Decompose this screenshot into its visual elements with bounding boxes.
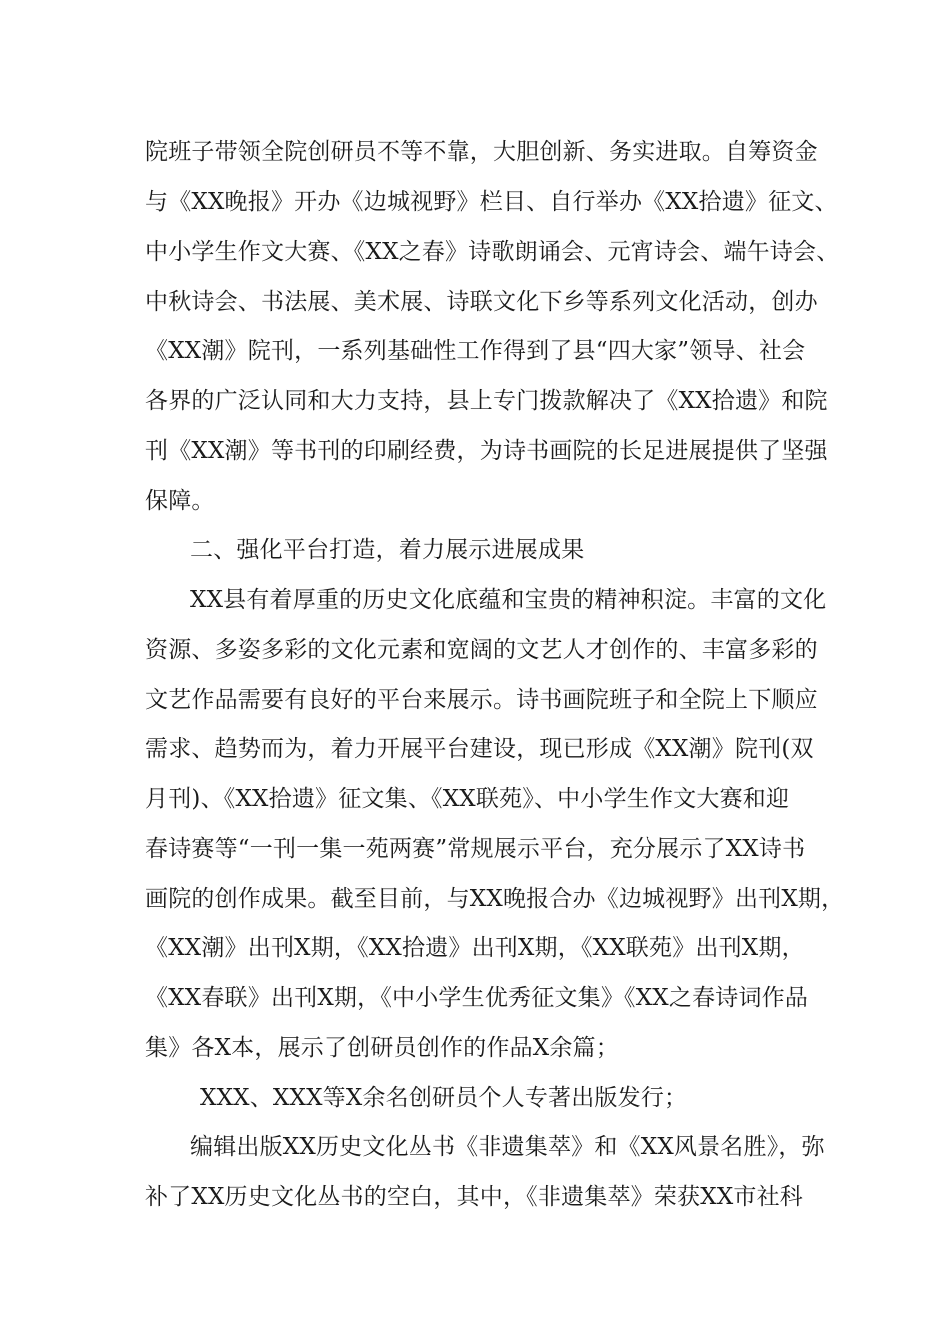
text-line-7: 刊《XX潮》等书刊的印刷经费，为诗书画院的长足进展提供了坚强 <box>145 438 828 464</box>
text-line-6: 各界的广泛认同和大力支持，县上专门拨款解决了《XX拾遗》和院 <box>145 388 828 414</box>
text-line-18: 《XX春联》出刊X期，《中小学生优秀征文集》《XX之春诗词作品 <box>145 985 809 1011</box>
text-line-14: 月刊)、《XX拾遗》征文集、《XX联苑》、中小学生作文大赛和迎 <box>145 786 790 812</box>
text-line-2: 与《XX晚报》开办《边城视野》栏目、自行举办《XX拾遗》征文、 <box>145 189 838 215</box>
text-line-15: 春诗赛等“一刊一集一苑两赛”常规展示平台，充分展示了XX诗书 <box>145 836 806 862</box>
text-line-20: XXX、XXX等X余名创研员个人专著出版发行； <box>200 1085 688 1111</box>
text-line-19: 集》各X本，展示了创研员创作的作品X余篇； <box>145 1035 619 1061</box>
text-line-3: 中小学生作文大赛、《XX之春》诗歌朗诵会、元宵诗会、端午诗会、 <box>145 239 840 265</box>
text-line-10: XX县有着厚重的历史文化底蕴和宝贵的精神积淀。丰富的文化 <box>190 587 827 613</box>
text-line-5: 《XX潮》院刊，一系列基础性工作得到了县“四大家”领导、社会 <box>145 338 806 364</box>
text-line-1: 院班子带领全院创研员不等不靠，大胆创新、务实进取。自筹资金 <box>145 139 818 165</box>
text-line-22: 补了XX历史文化丛书的空白，其中，《非遗集萃》荣获XX市社科 <box>145 1184 803 1210</box>
text-line-17: 《XX潮》出刊X期，《XX拾遗》出刊X期，《XX联苑》出刊X期， <box>145 935 805 961</box>
text-line-16: 画院的创作成果。截至目前，与XX晚报合办《边城视野》出刊X期， <box>145 886 845 912</box>
text-line-11: 资源、多姿多彩的文化元素和宽阔的文艺人才创作的、丰富多彩的 <box>145 637 818 663</box>
text-line-21: 编辑出版XX历史文化丛书《非遗集萃》和《XX风景名胜》，弥 <box>190 1134 825 1160</box>
text-line-12: 文艺作品需要有良好的平台来展示。诗书画院班子和全院上下顺应 <box>145 687 818 713</box>
text-line-8: 保障。 <box>145 488 215 514</box>
section-heading: 二、强化平台打造，着力展示进展成果 <box>190 537 585 563</box>
text-line-13: 需求、趋势而为，着力开展平台建设，现已形成《XX潮》院刊(双 <box>145 736 814 762</box>
text-line-4: 中秋诗会、书法展、美术展、诗联文化下乡等系列文化活动，创办 <box>145 289 818 315</box>
